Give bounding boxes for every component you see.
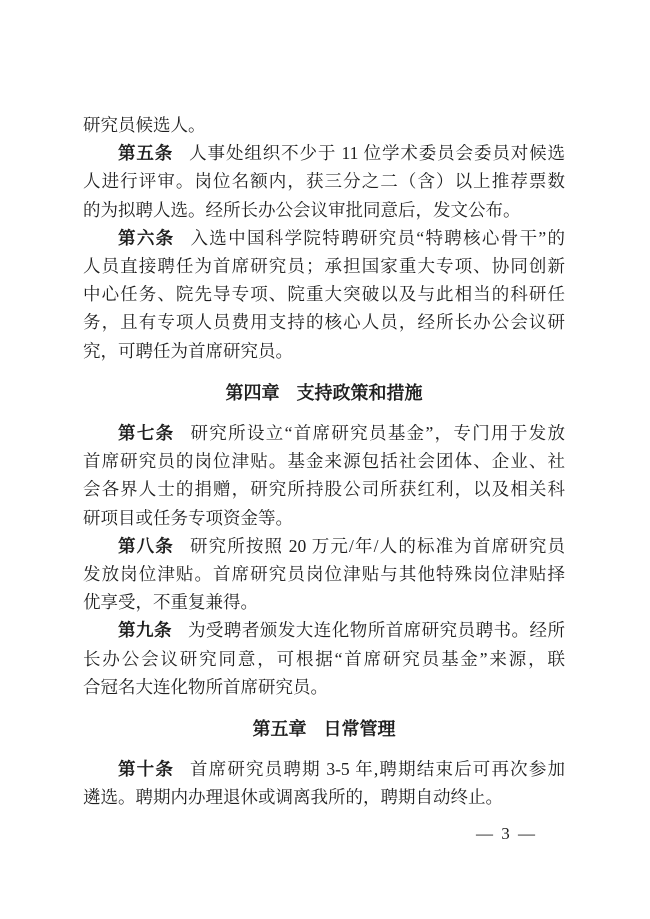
text-line: 中心任务、院先导专项、院重大突破以及与此相当的科研任 — [83, 284, 565, 305]
page-number: — 3 — — [476, 823, 537, 843]
article-text: 研究所设立“首席研究员基金”，专门用于发放 — [190, 423, 565, 444]
text-line — [83, 419, 565, 447]
article-label: 第五条 — [118, 143, 174, 164]
article-text: 为受聘者颁发大连化物所首席研究员聘书。经所 — [187, 620, 566, 641]
article-text: 人事处组织不少于 11 位学术委员会委员对候选 — [189, 143, 566, 164]
text-line: 会各界人士的捐赠，研究所持股公司所获红利，以及相关科 — [83, 479, 565, 500]
chapter-label: 第五章 — [252, 719, 307, 740]
text-line: 人进行评审。岗位名额内，获三分之二（含）以上推荐票数 — [83, 171, 565, 192]
text-line: 务，且有专项人员费用支持的核心人员，经所长办公会议研 — [83, 312, 565, 333]
article-label: 第九条 — [118, 620, 172, 641]
text-line: 优享受，不重复兼得。 — [83, 592, 258, 613]
article-label: 第六条 — [118, 227, 175, 248]
text-line: 合冠名大连化物所首席研究员。 — [83, 676, 328, 697]
chapter-heading — [83, 379, 565, 407]
text-line — [83, 616, 565, 644]
article-text: 研究所按照 20 万元/年/人的标准为首席研究员 — [189, 535, 566, 556]
text-line — [83, 139, 565, 167]
text-line: 的为拟聘人选。经所长办公会议审批同意后，发文公布。 — [83, 199, 521, 220]
text-line: 研项目或任务专项资金等。 — [83, 507, 293, 528]
text-line: 首席研究员的岗位津贴。基金来源包括社会团体、企业、社 — [83, 451, 565, 472]
text-line — [83, 224, 565, 252]
chapter-title: 日常管理 — [323, 719, 396, 740]
text-line: 研究员候选人。 — [83, 115, 206, 135]
text-line: 长办公会议研究同意，可根据“首席研究员基金”来源，联 — [83, 648, 565, 669]
text-line — [83, 532, 565, 560]
article-label: 第十条 — [118, 759, 175, 780]
text-line: 遴选。聘期内办理退休或调离我所的，聘期自动终止。 — [83, 787, 503, 808]
text-line — [83, 755, 565, 783]
chapter-heading — [83, 715, 565, 743]
article-text: 首席研究员聘期 3-5 年,聘期结束后可再次参加 — [190, 759, 566, 780]
text-line: 人员直接聘任为首席研究员；承担国家重大专项、协同创新 — [83, 256, 565, 277]
article-label: 第七条 — [118, 423, 175, 444]
chapter-label: 第四章 — [225, 382, 280, 403]
text-line: 发放岗位津贴。首席研究员岗位津贴与其他特殊岗位津贴择 — [83, 564, 565, 585]
article-text: 入选中国科学院特聘研究员“特聘核心骨干”的 — [190, 227, 565, 248]
chapter-title: 支持政策和措施 — [296, 382, 423, 403]
article-label: 第八条 — [118, 535, 174, 556]
text-line: 究，可聘任为首席研究员。 — [83, 340, 293, 361]
